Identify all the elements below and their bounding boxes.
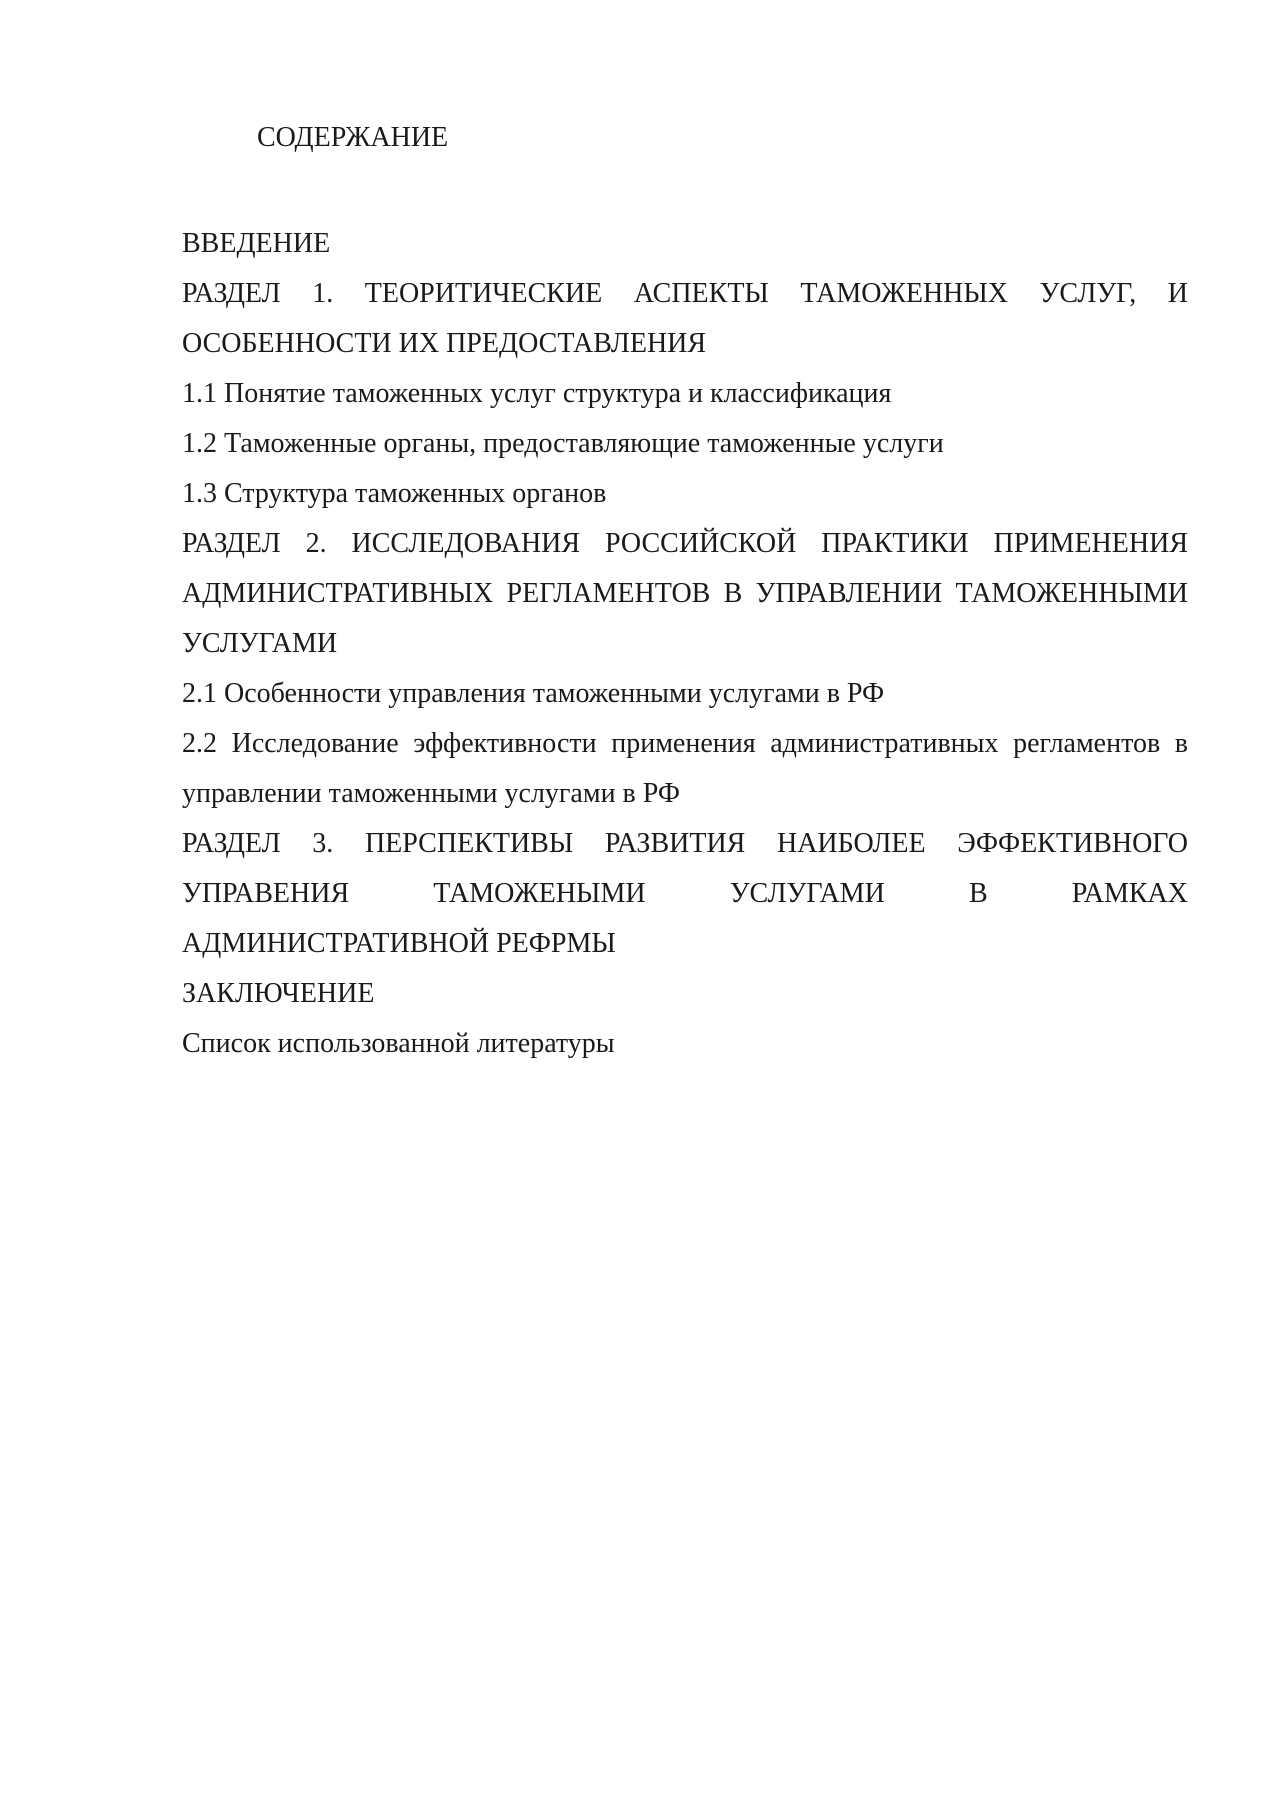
toc-entry-references: Список использованной литературы — [182, 1028, 615, 1059]
toc-entry-1-2: 1.2 Таможенные органы, предоставляющие таможенные услуги — [182, 428, 944, 459]
table-of-contents — [182, 219, 1188, 1069]
toc-entry-conclusion: ЗАКЛЮЧЕНИЕ — [182, 978, 375, 1009]
toc-entry-section-3: РАЗДЕЛ 3. ПЕРСПЕКТИВЫ РАЗВИТИЯ НАИБОЛЕЕ ЭФФЕКТИВНОГО УПРАВЕНИЯ ТАМОЖЕНЫМИ УСЛУГАМИ В РАМКАХ АДМИНИСТРАТИВНОЙ РЕФРМЫ — [182, 828, 1188, 959]
toc-entry-section-1: РАЗДЕЛ 1. ТЕОРИТИЧЕСКИЕ АСПЕКТЫ ТАМОЖЕННЫХ УСЛУГ, И ОСОБЕННОСТИ ИХ ПРЕДОСТАВЛЕНИЯ — [182, 278, 1188, 359]
page-title: СОДЕРЖАНИЕ — [257, 122, 449, 153]
toc-entry-1-1: 1.1 Понятие таможенных услуг структура и классификация — [182, 378, 892, 409]
toc-entry-2-2: 2.2 Исследование эффективности применения административных регламентов в управлении таможенными услугами в РФ — [182, 728, 1188, 809]
toc-entry-2-1: 2.1 Особенности управления таможенными услугами в РФ — [182, 678, 885, 709]
toc-entry-section-2: РАЗДЕЛ 2. ИССЛЕДОВАНИЯ РОССИЙСКОЙ ПРАКТИКИ ПРИМЕНЕНИЯ АДМИНИСТРАТИВНЫХ РЕГЛАМЕНТОВ В УПРАВЛЕНИИ ТАМОЖЕННЫМИ УСЛУГАМИ — [182, 528, 1188, 659]
toc-entry-introduction: ВВЕДЕНИЕ — [182, 228, 331, 259]
toc-entry-1-3: 1.3 Структура таможенных органов — [182, 478, 607, 509]
